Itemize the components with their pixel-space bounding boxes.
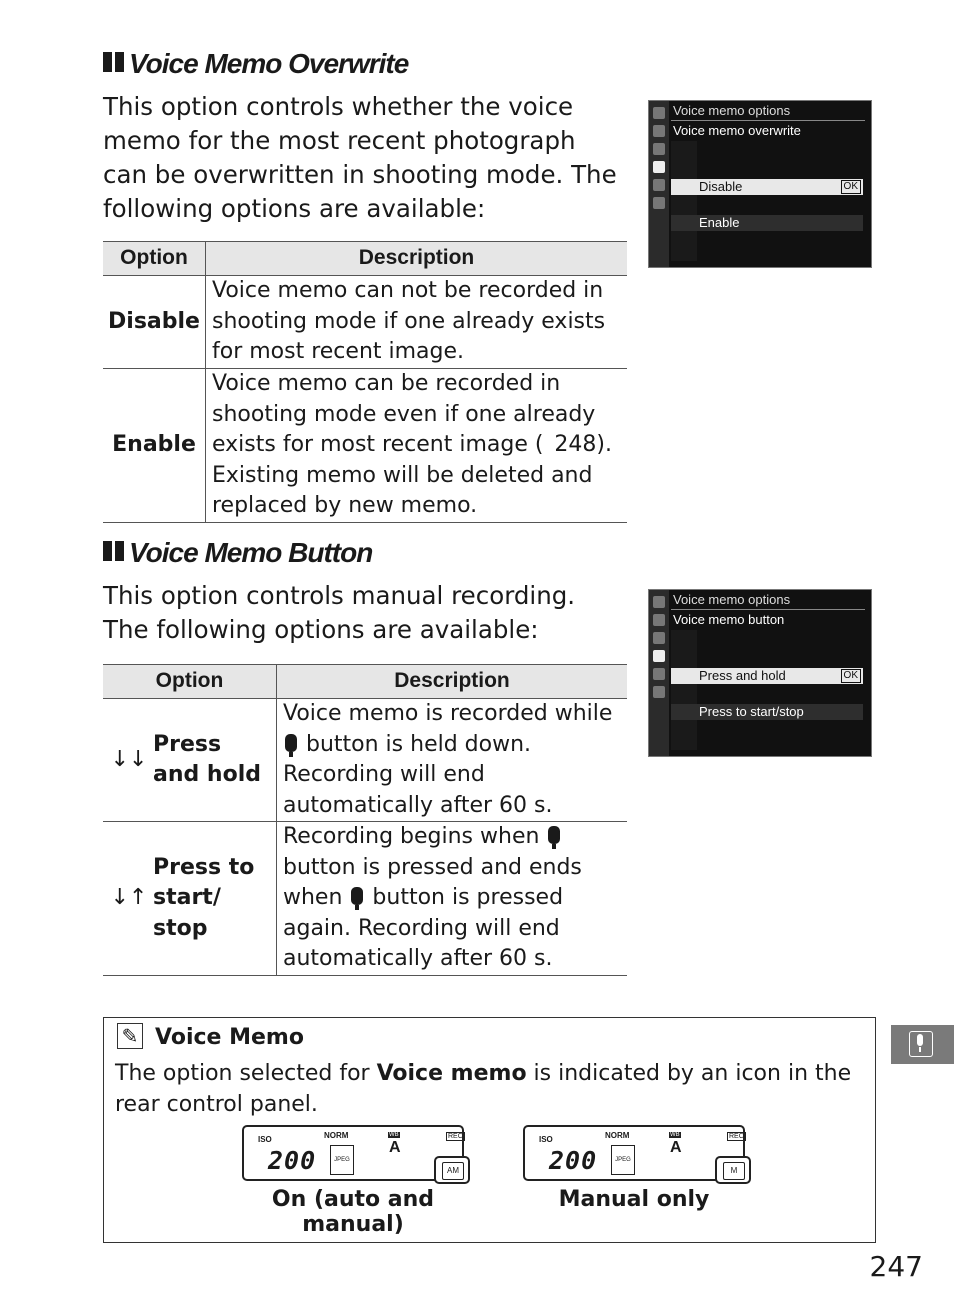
option-name: Disable [103, 276, 206, 369]
norm-label: NORM [324, 1131, 349, 1140]
microphone-icon [548, 826, 560, 844]
col-description-header: Description [277, 665, 628, 699]
heading-text: Voice Memo Overwrite [129, 48, 409, 79]
wb-label: WB [389, 1132, 399, 1138]
voice-memo-badge: M [715, 1156, 751, 1184]
option-name: Press and hold [153, 731, 261, 787]
panel-caption: On (auto and manual) [271, 1187, 435, 1237]
screen-item-enable: Enable [671, 215, 863, 231]
menu-rail [649, 590, 669, 756]
note-text: The option selected for Voice memo is indicated by an icon in the rear control panel. [115, 1061, 852, 1117]
section2-intro: This option controls manual recording. The following options are available: [103, 581, 576, 644]
screen-item-disable: Disable OK [671, 179, 863, 195]
screen-subtitle: Voice memo button [673, 612, 785, 627]
mode-label: A [389, 1139, 401, 1156]
control-panel-manual-only [523, 1125, 745, 1181]
screen-item-press-to-start-stop: Press to start/stop [671, 704, 863, 720]
norm-label: NORM [605, 1131, 630, 1140]
heading-text: Voice Memo Button [129, 537, 373, 568]
note-title: Voice Memo [155, 1025, 304, 1050]
table-row [103, 822, 627, 976]
col-description-header: Description [206, 242, 628, 276]
option-description: Voice memo can not be recorded in shooting mode if one already exists for most recent image. [206, 276, 628, 369]
screen-title: Voice memo options [673, 103, 791, 118]
press-and-hold-icon: ↓↓ [110, 746, 148, 772]
section-heading-button [103, 537, 372, 569]
rec-label: REC [448, 1133, 463, 1140]
iso-label: ISO [258, 1135, 272, 1144]
screen-subtitle: Voice memo overwrite [673, 123, 801, 138]
mode-label: A [670, 1139, 682, 1156]
screen-item-press-and-hold: Press and hold OK [671, 668, 863, 684]
col-option-header: Option [103, 242, 206, 276]
table-row [103, 699, 627, 822]
pencil-icon: ✎ [117, 1023, 143, 1049]
option-description: Recording begins when button is pressed and ends when button is pressed again. Recording will end automatically after 60 s. [277, 822, 628, 976]
iso-value: 200 [549, 1146, 598, 1175]
option-cell [103, 699, 277, 822]
col-option-header: Option [103, 665, 277, 699]
option-name: Press to start/ stop [153, 854, 255, 941]
camera-screen-button [648, 589, 872, 757]
voice-memo-note [103, 1017, 876, 1243]
rec-label: REC [729, 1133, 744, 1140]
voice-memo-badge: AM [434, 1156, 470, 1184]
option-description: Voice memo can be recorded in shooting mode even if one already exists for most recent image ( 248). Existing memo will be deleted and replaced by new memo. [206, 369, 628, 523]
screen-title: Voice memo options [673, 592, 791, 607]
microphone-icon [285, 734, 297, 752]
wb-label: WB [670, 1132, 680, 1138]
panel-caption: Manual only [558, 1187, 710, 1212]
heading-marker [115, 541, 124, 561]
heading-marker [103, 541, 112, 561]
iso-label: ISO [539, 1135, 553, 1144]
option-description: Voice memo is recorded while button is held down. Recording will end automatically after 60 s. [277, 699, 628, 822]
overwrite-options-table [103, 241, 627, 523]
table-row [103, 369, 627, 523]
microphone-icon [909, 1031, 933, 1057]
page-number: 247 [869, 1250, 923, 1283]
heading-marker [115, 52, 124, 72]
ok-icon: OK [841, 669, 861, 683]
section-heading-overwrite [103, 48, 408, 80]
option-cell [103, 822, 277, 976]
camera-screen-overwrite [648, 100, 872, 268]
menu-rail [649, 101, 669, 267]
section1-intro: This option controls whether the voice memo for the most recent photograph can be overwritten in shooting mode. The following options are available: [103, 92, 617, 223]
chapter-tab [891, 1025, 954, 1064]
press-to-start-stop-icon: ↓↑ [110, 885, 148, 910]
iso-value: 200 [268, 1146, 317, 1175]
microphone-icon [351, 887, 363, 905]
ok-icon: OK [841, 180, 861, 194]
table-row [103, 276, 627, 369]
control-panel-auto-manual [242, 1125, 464, 1181]
heading-marker [103, 52, 112, 72]
jpeg-label: JPEG [330, 1145, 354, 1175]
button-options-table [103, 664, 627, 976]
jpeg-label: JPEG [611, 1145, 635, 1175]
option-name: Enable [103, 369, 206, 523]
